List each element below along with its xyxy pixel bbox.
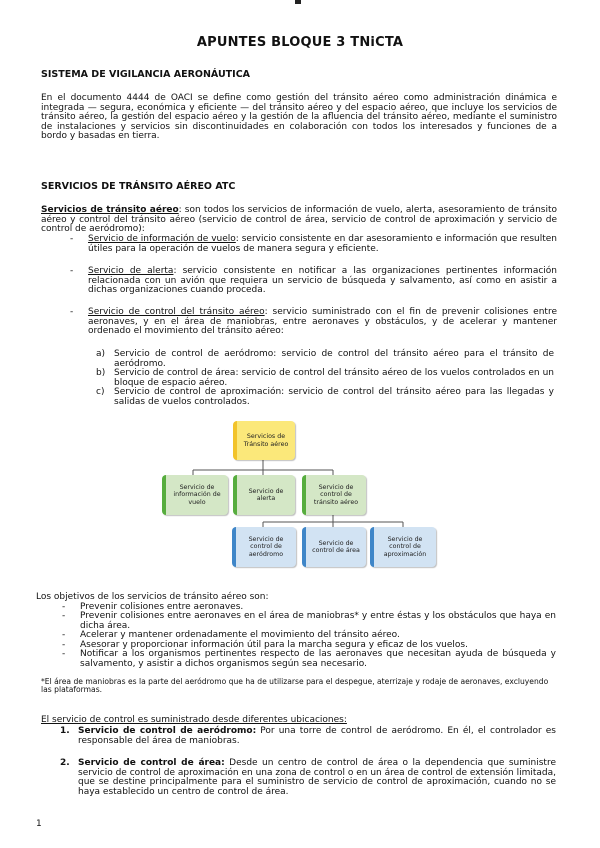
list-item-informacion: - Servicio de información de vuelo: servicio consistente en dar asesoramiento e información que resulten útiles para la operación de vuelos de manera segura y eficiente.	[70, 234, 557, 254]
locations-intro: El servicio de control es suministrado desde diferentes ubicaciones:	[41, 715, 347, 725]
footnote-area-maniobras: *El área de maniobras es la parte del aeródromo que ha de utilizarse para el despegue, aterrizaje y rodaje de aeronaves, excluyendo las plataformas.	[41, 677, 549, 695]
objective-item-2: - Prevenir colisiones entre aeronaves en el área de maniobras* y entre éstas y los obstáculos que haya en dicha área.	[62, 611, 556, 631]
list-item-control: - Servicio de control del tránsito aéreo: servicio suministrado con el fin de prevenir colisiones entre aeronaves, y en el área de maniobras, entre aeronaves y obstáculos, y de acelerar y mantener ordenado el movimiento del tránsito aéreo:	[70, 307, 557, 337]
objectives-intro: Los objetivos de los servicios de tránsito aéreo son:	[36, 592, 269, 602]
location-item-area: 2. Servicio de control de área: Desde un centro de control de área o la dependencia que suministre servicio de control de aproximación en una zona de control o en un área de control de extensión limitada, que se destine principalmente para el suministro de servicio de control de aproximación, cuando no se haya establecido un centro de control de área.	[60, 758, 556, 797]
objective-item-1: - Prevenir colisiones entre aeronaves.	[62, 602, 244, 612]
sublist-item-aerodromo: a) Servicio de control de aeródromo: servicio de control del tránsito aéreo para el tránsito de aeródromo.	[96, 349, 554, 369]
objective-item-4: - Asesorar y proporcionar información útil para la marcha segura y eficaz de los vuelos.	[62, 640, 468, 650]
org-node-area: Servicio de control de área	[302, 527, 366, 567]
page-number: 1	[36, 819, 42, 829]
text-informacion: : servicio consistente en dar asesoramiento e información que resulten útiles para la operación de vuelos de manera segura y eficiente.	[88, 234, 557, 254]
org-node-root: Servicios de Tránsito aéreo	[233, 421, 295, 460]
term-ats: Servicios de tránsito aéreo	[41, 205, 179, 215]
list-item-alerta: - Servicio de alerta: servicio consistente en notificar a las organizaciones pertinentes información relacionada con un avión que requiera un servicio de búsqueda y salvamento, así como en asistir a dichas organizaciones cuando proceda.	[70, 266, 557, 296]
org-node-aproximacion: Servicio de control de aproximación	[370, 527, 436, 567]
objective-item-5: - Notificar a los organismos pertinentes respecto de las aeronaves que necesitan ayuda de búsqueda y salvamento, y asistir a dichos organismos según sea necesario.	[62, 649, 556, 669]
term-control: Servicio de control del tránsito aéreo	[88, 307, 265, 317]
page-title: APUNTES BLOQUE 3 TNiCTA	[196, 35, 404, 50]
org-node-alerta: Servicio de alerta	[233, 475, 295, 515]
section-heading-ats: SERVICIOS DE TRÁNSITO AÉREO ATC	[41, 181, 236, 192]
org-node-aerodromo: Servicio de control de aeródromo	[232, 527, 296, 567]
term-informacion: Servicio de información de vuelo	[88, 234, 236, 244]
org-node-control: Servicio de control de tránsito aéreo	[302, 475, 366, 515]
location-item-aerodromo: 1. Servicio de control de aeródromo: Por una torre de control de aeródromo. En él, el controlador es responsable del área de maniobras.	[60, 726, 556, 746]
text-control: : servicio suministrado con el fin de prevenir colisiones entre aeronaves, y en el área de maniobras, entre aeronaves y obstáculos, y de acelerar y mantener ordenado el movimiento del tránsito aéreo:	[88, 307, 557, 337]
paragraph-gestion: En el documento 4444 de OACI se define como gestión del tránsito aéreo como administración dinámica e integrada — segura, económica y eficiente — del tránsito aéreo y del espacio aéreo, que incluye los servicios de tránsito aéreo, la gestión del espacio aéreo y la gestión de la afluencia del tránsito aéreo, mediante el suministro de instalaciones y servicios sin discontinuidades en colaboración con todos los interesados y funciones de a bordo y basadas en tierra.	[41, 93, 557, 142]
text-alerta: : servicio consistente en notificar a las organizaciones pertinentes información relacionada con un avión que requiera un servicio de búsqueda y salvamento, así como en asistir a dichas organizaciones cuando proceda.	[88, 266, 557, 296]
section-heading-vigilancia: SISTEMA DE VIGILANCIA AERONÁUTICA	[41, 69, 251, 80]
sublist-item-area: b) Servicio de control de área: servicio de control del tránsito aéreo de los vuelos controlados en un bloque de espacio aéreo.	[96, 368, 554, 388]
sublist-item-aproximacion: c) Servicio de control de aproximación: servicio de control del tránsito aéreo para las llegadas y salidas de vuelos controlados.	[96, 387, 554, 407]
objective-item-3: - Acelerar y mantener ordenadamente el movimiento del tránsito aéreo.	[62, 630, 400, 640]
term-alerta: Servicio de alerta	[88, 266, 174, 276]
text-ats: : son todos los servicios de información de vuelo, alerta, asesoramiento de tránsito aéreo y control del tránsito aéreo (servicio de control de área, servicio de control de aproximación y servicio de control de aeródromo):	[41, 205, 557, 235]
org-node-informacion: Servicio de información de vuelo	[162, 475, 228, 515]
